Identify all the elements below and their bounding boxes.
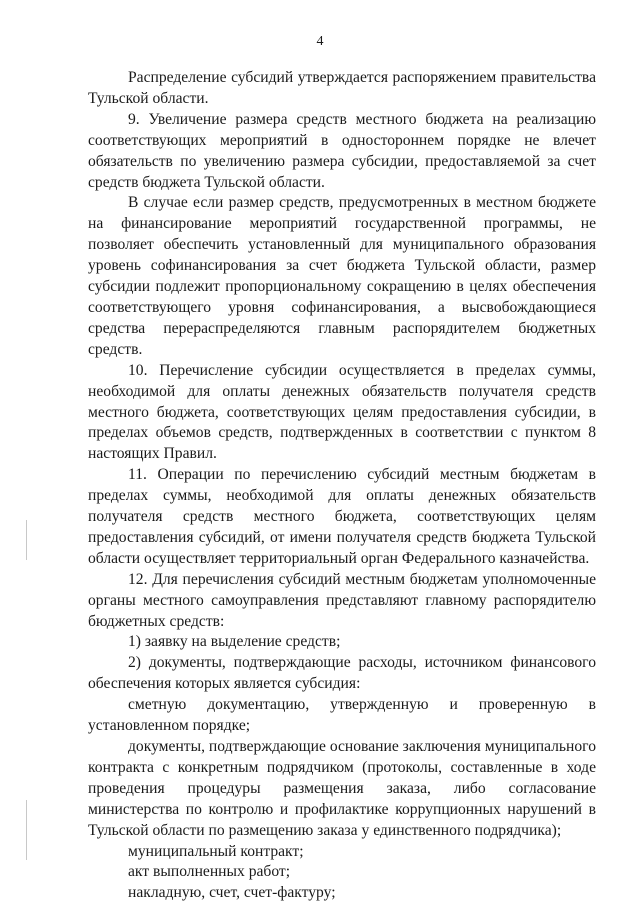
paragraph-item-11: 11. Операции по перечислению субсидий местным бюджетам в пределах суммы, необходимой для оплаты денежных обязательств получателя средств местного бюджета, соответствующих целям предоставления субсидий, от имени получателя средств бюджета Тульской области осуществляет территориальный орган Федерального казначейства.	[88, 466, 596, 567]
page-number: 4	[316, 34, 324, 49]
paragraph-item-12: 12. Для перечисления субсидий местным бюджетам уполномоченные органы местного самоуправления представляют главному распорядителю бюджетных средств:	[88, 570, 596, 630]
list-item-work-act: акт выполненных работ;	[128, 863, 291, 881]
list-item-application: 1) заявку на выделение средств;	[128, 633, 341, 651]
scan-edge-mark	[26, 520, 27, 560]
list-item-documents: 2) документы, подтверждающие расходы, источником финансового обеспечения которых является субсидия:	[88, 654, 596, 693]
document-body	[88, 68, 596, 904]
paragraph-item-10: 10. Перечисление субсидии осуществляется в пределах суммы, необходимой для оплаты денежных обязательств получателя средств местного бюджета, соответствующих целям предоставления субсидии, в пределах объемов средств, подтвержденных в соответствии с пунктом 8 настоящих Правил.	[88, 361, 596, 463]
paragraph-item-9: 9. Увеличение размера средств местного бюджета на реализацию соответствующих мероприятий в одностороннем порядке не влечет обязательств по увеличению размера субсидии, предоставляемой за счет средств бюджета Тульской области.	[88, 110, 596, 191]
paragraph-cofinancing: В случае если размер средств, предусмотренных в местном бюджете на финансирование мероприятий государственной программы, не позволяет обеспечить установленный для муниципального образования уровень софинансирования за счет бюджета Тульской области, размер субсидии подлежит пропорциональному сокращению в целях обеспечения соответствующего уровня софинансирования, а высвобождающиеся средства перераспределяются главным распорядителем бюджетных средств.	[88, 194, 596, 358]
list-item-invoice: накладную, счет, счет-фактуру;	[128, 884, 336, 902]
paragraph-distribution: Распределение субсидий утверждается распоряжением правительства Тульской области.	[88, 69, 596, 107]
list-item-estimate: сметную документацию, утвержденную и проверенную в установленном порядке;	[88, 696, 596, 735]
scan-edge-mark	[26, 800, 27, 860]
list-item-contract-basis: документы, подтверждающие основание заключения муниципального контракта с конкретным подрядчиком (протоколы, составленные в ходе проведения процедуры размещения заказа, либо согласование министерства по контролю и профилактике коррупционных нарушений в Тульской области по размещению заказа у единственного подрядчика);	[88, 738, 596, 839]
list-item-municipal-contract: муниципальный контракт;	[128, 842, 304, 860]
